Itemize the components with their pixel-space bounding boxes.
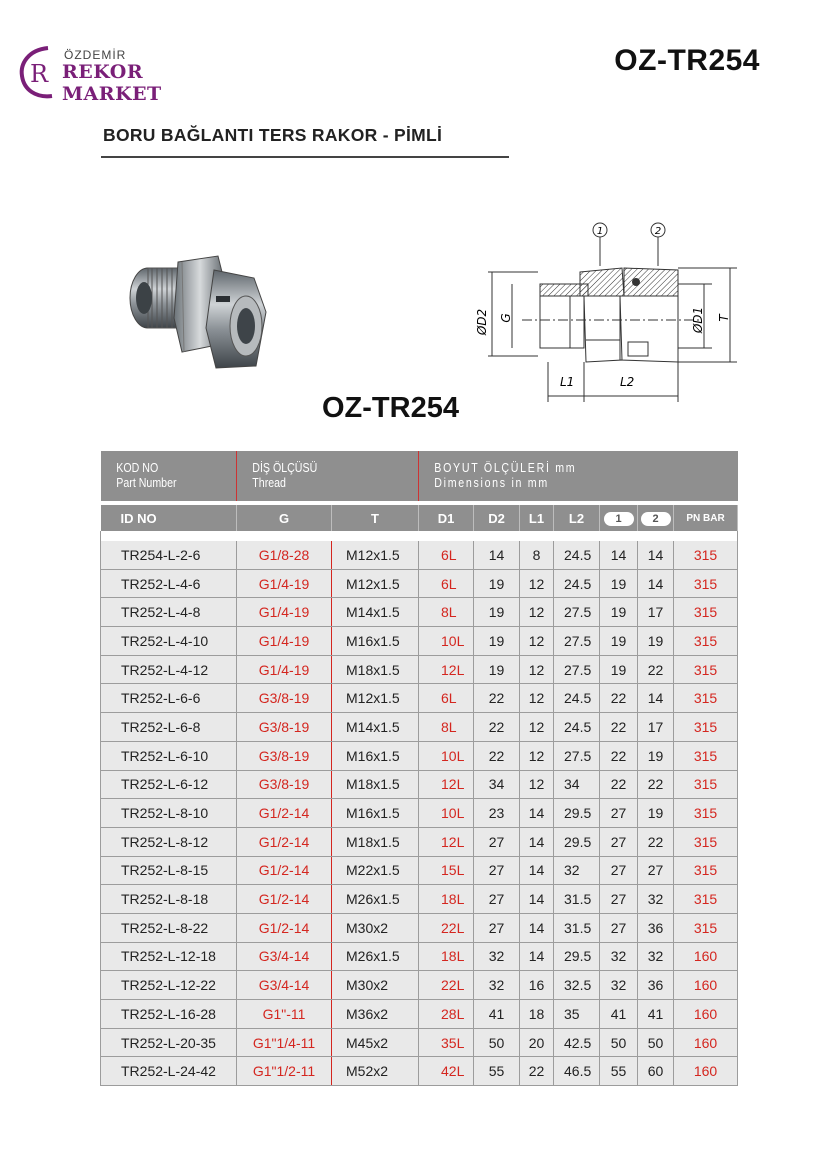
- col-header-g: G: [237, 505, 332, 531]
- cell-g: G1/4-19: [237, 598, 332, 627]
- specification-table: [100, 451, 738, 1086]
- cell-t: M16x1.5: [332, 799, 419, 828]
- cell-d2: 22: [474, 684, 520, 713]
- cell-pn-bar: 160: [674, 1028, 738, 1057]
- cell-wrench-2: 22: [638, 770, 674, 799]
- col-header-wrench-1: 1: [600, 505, 638, 531]
- cell-id: TR252-L-12-18: [101, 942, 237, 971]
- cell-wrench-1: 50: [600, 1028, 638, 1057]
- cell-wrench-2: 60: [638, 1057, 674, 1086]
- cell-l2: 27.5: [554, 627, 600, 656]
- cell-g: G3/8-19: [237, 684, 332, 713]
- cell-l1: 12: [520, 684, 554, 713]
- cell-pn-bar: 315: [674, 770, 738, 799]
- callout-2: 2: [654, 226, 662, 237]
- cell-pn-bar: 315: [674, 684, 738, 713]
- table-row: [101, 856, 738, 885]
- cell-t: M30x2: [332, 913, 419, 942]
- cell-l1: 22: [520, 1057, 554, 1086]
- cell-d1: 12L: [419, 655, 474, 684]
- cell-t: M12x1.5: [332, 541, 419, 569]
- cell-d1: 12L: [419, 827, 474, 856]
- cell-l2: 31.5: [554, 913, 600, 942]
- cell-l2: 27.5: [554, 741, 600, 770]
- cell-pn-bar: 315: [674, 655, 738, 684]
- cell-d1: 18L: [419, 942, 474, 971]
- cell-d1: 8L: [419, 713, 474, 742]
- cell-d1: 28L: [419, 1000, 474, 1029]
- cell-pn-bar: 315: [674, 569, 738, 598]
- cell-l2: 34: [554, 770, 600, 799]
- table-row: [101, 942, 738, 971]
- cell-wrench-1: 19: [600, 598, 638, 627]
- cell-wrench-1: 27: [600, 827, 638, 856]
- cell-g: G1/2-14: [237, 799, 332, 828]
- cell-d2: 19: [474, 598, 520, 627]
- col-header-pn-bar: PN BAR: [674, 505, 738, 531]
- cell-l2: 42.5: [554, 1028, 600, 1057]
- cell-g: G3/8-19: [237, 770, 332, 799]
- cell-d2: 41: [474, 1000, 520, 1029]
- cell-l1: 12: [520, 713, 554, 742]
- table-row: [101, 684, 738, 713]
- cell-id: TR252-L-6-6: [101, 684, 237, 713]
- cell-g: G1"-11: [237, 1000, 332, 1029]
- col-header-id: ID NO: [101, 505, 237, 531]
- cell-id: TR252-L-4-10: [101, 627, 237, 656]
- product-code-label: OZ-TR254: [322, 392, 459, 424]
- cell-id: TR254-L-2-6: [101, 541, 237, 569]
- label-g: G: [499, 313, 513, 323]
- cell-t: M18x1.5: [332, 770, 419, 799]
- title-underline: [101, 156, 509, 158]
- col-header-l1: L1: [520, 505, 554, 531]
- cell-t: M22x1.5: [332, 856, 419, 885]
- cell-d1: 15L: [419, 856, 474, 885]
- cell-pn-bar: 315: [674, 885, 738, 914]
- cell-wrench-1: 32: [600, 971, 638, 1000]
- cell-id: TR252-L-12-22: [101, 971, 237, 1000]
- cell-wrench-1: 27: [600, 885, 638, 914]
- cell-t: M52x2: [332, 1057, 419, 1086]
- cell-wrench-1: 27: [600, 856, 638, 885]
- label-l1: L1: [560, 375, 575, 389]
- cell-wrench-2: 14: [638, 684, 674, 713]
- cell-l1: 14: [520, 885, 554, 914]
- cell-l2: 24.5: [554, 541, 600, 569]
- cell-wrench-2: 14: [638, 569, 674, 598]
- label-od2: ØD2: [475, 308, 489, 336]
- table-row: [101, 1028, 738, 1057]
- cell-g: G1/2-14: [237, 827, 332, 856]
- cell-wrench-1: 22: [600, 684, 638, 713]
- table-row: [101, 1057, 738, 1086]
- cell-l1: 18: [520, 1000, 554, 1029]
- header-part-number: KOD NO Part Number: [101, 451, 237, 501]
- cell-l1: 12: [520, 627, 554, 656]
- cell-l2: 24.5: [554, 569, 600, 598]
- table-row: [101, 913, 738, 942]
- cell-l2: 27.5: [554, 598, 600, 627]
- cell-t: M16x1.5: [332, 627, 419, 656]
- col-header-t: T: [332, 505, 419, 531]
- cell-t: M14x1.5: [332, 598, 419, 627]
- col-header-d2: D2: [474, 505, 520, 531]
- cell-d2: 22: [474, 741, 520, 770]
- cell-g: G3/4-14: [237, 971, 332, 1000]
- cell-wrench-1: 32: [600, 942, 638, 971]
- cell-wrench-1: 22: [600, 741, 638, 770]
- page-title: BORU BAĞLANTI TERS RAKOR - PİMLİ: [103, 125, 443, 145]
- table-row: [101, 827, 738, 856]
- cell-g: G3/8-19: [237, 713, 332, 742]
- cell-wrench-1: 22: [600, 770, 638, 799]
- cell-wrench-2: 22: [638, 827, 674, 856]
- cell-wrench-2: 36: [638, 913, 674, 942]
- col-header-d1: D1: [419, 505, 474, 531]
- cell-l1: 8: [520, 541, 554, 569]
- cell-l2: 29.5: [554, 942, 600, 971]
- cell-t: M12x1.5: [332, 569, 419, 598]
- cell-id: TR252-L-8-22: [101, 913, 237, 942]
- table-row: [101, 541, 738, 569]
- cell-d1: 18L: [419, 885, 474, 914]
- cell-t: M14x1.5: [332, 713, 419, 742]
- cell-t: M30x2: [332, 971, 419, 1000]
- cell-d1: 6L: [419, 569, 474, 598]
- cell-l1: 14: [520, 799, 554, 828]
- cell-t: M16x1.5: [332, 741, 419, 770]
- cell-d2: 32: [474, 971, 520, 1000]
- cell-l1: 12: [520, 770, 554, 799]
- label-od1: ØD1: [691, 306, 705, 334]
- cell-d1: 22L: [419, 971, 474, 1000]
- cell-g: G3/4-14: [237, 942, 332, 971]
- cell-l2: 24.5: [554, 713, 600, 742]
- cell-t: M18x1.5: [332, 655, 419, 684]
- cell-g: G1/2-14: [237, 856, 332, 885]
- cell-id: TR252-L-4-6: [101, 569, 237, 598]
- cell-wrench-2: 17: [638, 598, 674, 627]
- cell-g: G1"1/4-11: [237, 1028, 332, 1057]
- cell-l1: 12: [520, 741, 554, 770]
- cell-id: TR252-L-8-10: [101, 799, 237, 828]
- cell-t: M26x1.5: [332, 885, 419, 914]
- cell-wrench-1: 19: [600, 627, 638, 656]
- cell-id: TR252-L-6-8: [101, 713, 237, 742]
- table-row: [101, 770, 738, 799]
- col-header-wrench-2: 2: [638, 505, 674, 531]
- cell-l1: 14: [520, 827, 554, 856]
- cell-g: G1/8-28: [237, 541, 332, 569]
- cell-d2: 23: [474, 799, 520, 828]
- cell-d1: 35L: [419, 1028, 474, 1057]
- cell-id: TR252-L-20-35: [101, 1028, 237, 1057]
- cell-d1: 8L: [419, 598, 474, 627]
- cell-pn-bar: 160: [674, 942, 738, 971]
- cell-d2: 19: [474, 627, 520, 656]
- brand-logo: [18, 44, 248, 104]
- cell-l2: 32.5: [554, 971, 600, 1000]
- cell-l2: 27.5: [554, 655, 600, 684]
- cell-t: M18x1.5: [332, 827, 419, 856]
- cell-wrench-2: 32: [638, 885, 674, 914]
- cell-d2: 14: [474, 541, 520, 569]
- header-thread: DİŞ ÖLÇÜSÜ Thread: [237, 451, 419, 501]
- cell-d2: 22: [474, 713, 520, 742]
- cell-d2: 34: [474, 770, 520, 799]
- table-row: [101, 971, 738, 1000]
- cell-id: TR252-L-8-12: [101, 827, 237, 856]
- callout-1: 1: [596, 226, 604, 237]
- cell-pn-bar: 315: [674, 627, 738, 656]
- table-row: [101, 741, 738, 770]
- cell-g: G1"1/2-11: [237, 1057, 332, 1086]
- cell-l1: 16: [520, 971, 554, 1000]
- cell-pn-bar: 315: [674, 856, 738, 885]
- cell-id: TR252-L-8-18: [101, 885, 237, 914]
- brand-top-text: ÖZDEMİR: [64, 48, 127, 62]
- cell-wrench-2: 17: [638, 713, 674, 742]
- cell-d1: 10L: [419, 627, 474, 656]
- cell-pn-bar: 315: [674, 541, 738, 569]
- cell-wrench-1: 22: [600, 713, 638, 742]
- cell-pn-bar: 315: [674, 799, 738, 828]
- cell-id: TR252-L-4-12: [101, 655, 237, 684]
- cell-wrench-2: 32: [638, 942, 674, 971]
- cell-pn-bar: 315: [674, 741, 738, 770]
- cell-l1: 20: [520, 1028, 554, 1057]
- cell-pn-bar: 160: [674, 1057, 738, 1086]
- cell-d1: 6L: [419, 684, 474, 713]
- cell-d2: 19: [474, 655, 520, 684]
- cell-l1: 14: [520, 942, 554, 971]
- cell-g: G1/2-14: [237, 913, 332, 942]
- cell-l1: 12: [520, 569, 554, 598]
- cell-wrench-1: 27: [600, 913, 638, 942]
- table-row: [101, 885, 738, 914]
- cell-g: G1/4-19: [237, 569, 332, 598]
- cell-d2: 27: [474, 885, 520, 914]
- label-t: T: [717, 314, 731, 322]
- cell-id: TR252-L-8-15: [101, 856, 237, 885]
- cell-d1: 22L: [419, 913, 474, 942]
- logo-mark-icon: [18, 44, 62, 100]
- cell-pn-bar: 315: [674, 913, 738, 942]
- cell-pn-bar: 315: [674, 713, 738, 742]
- cell-t: M12x1.5: [332, 684, 419, 713]
- cell-g: G1/4-19: [237, 627, 332, 656]
- brand-name: REKOR MARKET: [62, 61, 162, 105]
- cell-wrench-1: 27: [600, 799, 638, 828]
- cell-id: TR252-L-6-12: [101, 770, 237, 799]
- cell-d1: 10L: [419, 741, 474, 770]
- cell-t: M45x2: [332, 1028, 419, 1057]
- cell-wrench-2: 36: [638, 971, 674, 1000]
- cell-wrench-2: 19: [638, 627, 674, 656]
- label-l2: L2: [620, 375, 635, 389]
- cell-l1: 12: [520, 655, 554, 684]
- cell-l2: 31.5: [554, 885, 600, 914]
- product-image: [122, 248, 272, 378]
- cell-l2: 29.5: [554, 799, 600, 828]
- cell-d1: 12L: [419, 770, 474, 799]
- cell-l2: 32: [554, 856, 600, 885]
- product-code-header: OZ-TR254: [614, 44, 760, 77]
- cell-wrench-1: 41: [600, 1000, 638, 1029]
- cell-d2: 27: [474, 856, 520, 885]
- technical-drawing: [462, 212, 752, 412]
- cell-l1: 12: [520, 598, 554, 627]
- cell-t: M36x2: [332, 1000, 419, 1029]
- table-row: [101, 627, 738, 656]
- cell-id: TR252-L-6-10: [101, 741, 237, 770]
- cell-d2: 55: [474, 1057, 520, 1086]
- cell-l2: 35: [554, 1000, 600, 1029]
- cell-t: M26x1.5: [332, 942, 419, 971]
- cell-wrench-2: 19: [638, 741, 674, 770]
- cell-wrench-2: 27: [638, 856, 674, 885]
- cell-l1: 14: [520, 913, 554, 942]
- table-row: [101, 598, 738, 627]
- cell-l1: 14: [520, 856, 554, 885]
- table-row: [101, 713, 738, 742]
- cell-wrench-2: 14: [638, 541, 674, 569]
- cell-wrench-1: 19: [600, 569, 638, 598]
- cell-wrench-1: 14: [600, 541, 638, 569]
- cell-l2: 46.5: [554, 1057, 600, 1086]
- cell-wrench-2: 22: [638, 655, 674, 684]
- cell-d2: 27: [474, 827, 520, 856]
- cell-d1: 10L: [419, 799, 474, 828]
- cell-pn-bar: 315: [674, 827, 738, 856]
- table-row: [101, 569, 738, 598]
- cell-pn-bar: 315: [674, 598, 738, 627]
- cell-g: G1/2-14: [237, 885, 332, 914]
- cell-wrench-2: 19: [638, 799, 674, 828]
- cell-d2: 50: [474, 1028, 520, 1057]
- cell-pn-bar: 160: [674, 971, 738, 1000]
- table-row: [101, 1000, 738, 1029]
- cell-id: TR252-L-24-42: [101, 1057, 237, 1086]
- cell-l2: 24.5: [554, 684, 600, 713]
- cell-pn-bar: 160: [674, 1000, 738, 1029]
- header-dimensions: BOYUT ÖLÇÜLERİ mm Dimensions in mm: [419, 451, 738, 501]
- cell-g: G3/8-19: [237, 741, 332, 770]
- table-row: [101, 799, 738, 828]
- cell-d1: 42L: [419, 1057, 474, 1086]
- cell-wrench-1: 55: [600, 1057, 638, 1086]
- cell-d1: 6L: [419, 541, 474, 569]
- cell-wrench-2: 41: [638, 1000, 674, 1029]
- cell-id: TR252-L-4-8: [101, 598, 237, 627]
- cell-d2: 32: [474, 942, 520, 971]
- cell-wrench-1: 19: [600, 655, 638, 684]
- cell-g: G1/4-19: [237, 655, 332, 684]
- cell-wrench-2: 50: [638, 1028, 674, 1057]
- cell-l2: 29.5: [554, 827, 600, 856]
- cell-id: TR252-L-16-28: [101, 1000, 237, 1029]
- svg-text:R: R: [30, 60, 49, 88]
- cell-d2: 19: [474, 569, 520, 598]
- col-header-l2: L2: [554, 505, 600, 531]
- cell-d2: 27: [474, 913, 520, 942]
- table-row: [101, 655, 738, 684]
